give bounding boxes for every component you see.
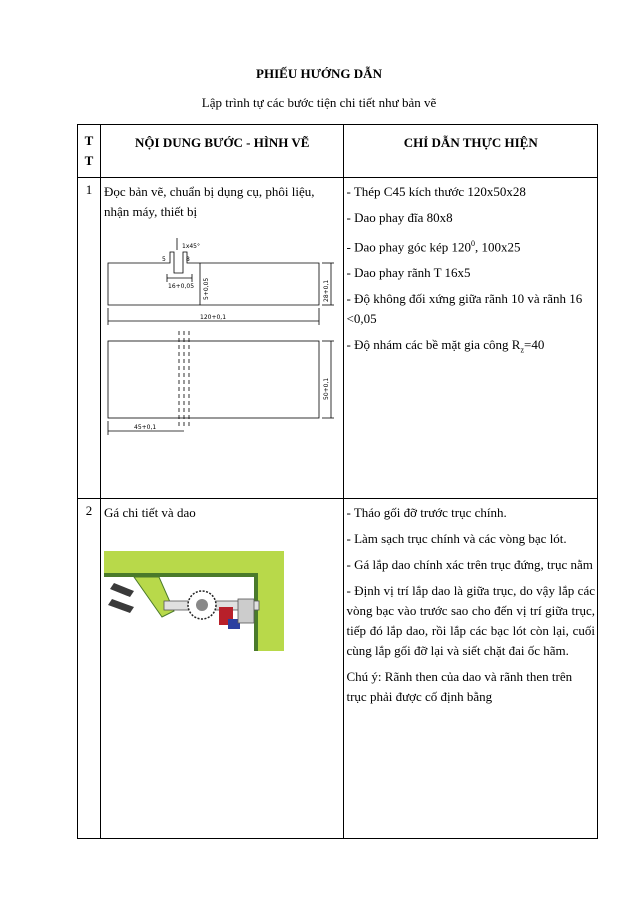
instruction-table <box>77 124 598 839</box>
instruction-item: - Định vị trí lắp dao là giữa trục, do vậy lắp các vòng bạc vào trước sao cho đến vị trí giữa trục, tiếp đó lắp dao, rồi lắp các bạc lót còn lại, cuối cùng lắp gối đỡ lại và siết chặt đai ốc hãm. <box>346 583 595 658</box>
instruction-item: - Độ không đối xứng giữa rãnh 10 và rãnh 16 <0,05 <box>346 291 583 327</box>
instruction-item: - Dao phay góc kép $120^0$, 100x25 <box>346 239 521 255</box>
dim-length-120: 120+0,1 <box>200 314 227 321</box>
dim-width-16: 16+0,05 <box>168 283 195 290</box>
dim-depth-5-05: 5+0,05 <box>203 277 211 300</box>
page-subtitle: Lập trình tự các bước tiện chi tiết như bản vẽ <box>201 95 437 110</box>
machine-setup-illustration <box>104 551 340 657</box>
dim-depth-8: 8 <box>186 256 190 263</box>
instruction-item: - Dao phay đĩa 80x8 <box>346 210 453 225</box>
row-content <box>101 499 344 839</box>
dim-depth-5: 5 <box>162 256 166 263</box>
instruction-item: - Dao phay rãnh T 16x5 <box>346 265 471 281</box>
table-row <box>78 499 598 839</box>
instruction-item: - Độ nhám các bề mặt gia công $R_z=40$ <box>346 337 545 355</box>
technical-drawing <box>104 228 340 444</box>
dim-width-50: 50+0,1 <box>323 377 331 400</box>
table-row <box>78 178 598 499</box>
instruction-item: - Làm sạch trục chính và các vòng bạc lót. <box>346 531 567 546</box>
instruction-item: - Thép C45 kích thước 120x50x28 <box>346 184 526 199</box>
header-content: NỘI DUNG BƯỚC - HÌNH VẼ <box>101 125 344 178</box>
technical-drawing-svg <box>104 228 336 438</box>
instruction-note: Chú ý: Rãnh then của dao và rãnh then trên trục phải được cố định bằng <box>346 669 573 704</box>
row-content-text: Đọc bản vẽ, chuẩn bị dụng cụ, phôi liệu, nhận máy, thiết bị <box>104 184 315 219</box>
header-tt-line1: T <box>84 133 94 148</box>
row-number: 2 <box>78 499 101 839</box>
row-content-text: Gá chi tiết và dao <box>104 505 196 520</box>
table-header-row <box>78 125 598 178</box>
header-tt-line2: T <box>84 153 94 168</box>
dim-height-28: 28+0,1 <box>323 279 331 302</box>
dim-offset-45: 45+0,1 <box>134 424 157 431</box>
row-instructions <box>344 178 598 499</box>
instruction-item: - Tháo gối đỡ trước trục chính. <box>346 505 507 520</box>
instruction-item: - Gá lắp dao chính xác trên trục đứng, trục nằm <box>346 557 593 572</box>
machine-setup-svg <box>104 551 284 651</box>
row-content <box>101 178 344 499</box>
header-instructions: CHỈ DẪN THỰC HIỆN <box>344 125 598 178</box>
dim-chamfer: 1x45° <box>182 243 201 250</box>
header-tt <box>78 125 101 178</box>
row-instructions <box>344 499 598 839</box>
page-title: PHIẾU HƯỚNG DẪN <box>256 66 382 81</box>
row-number: 1 <box>78 178 101 499</box>
